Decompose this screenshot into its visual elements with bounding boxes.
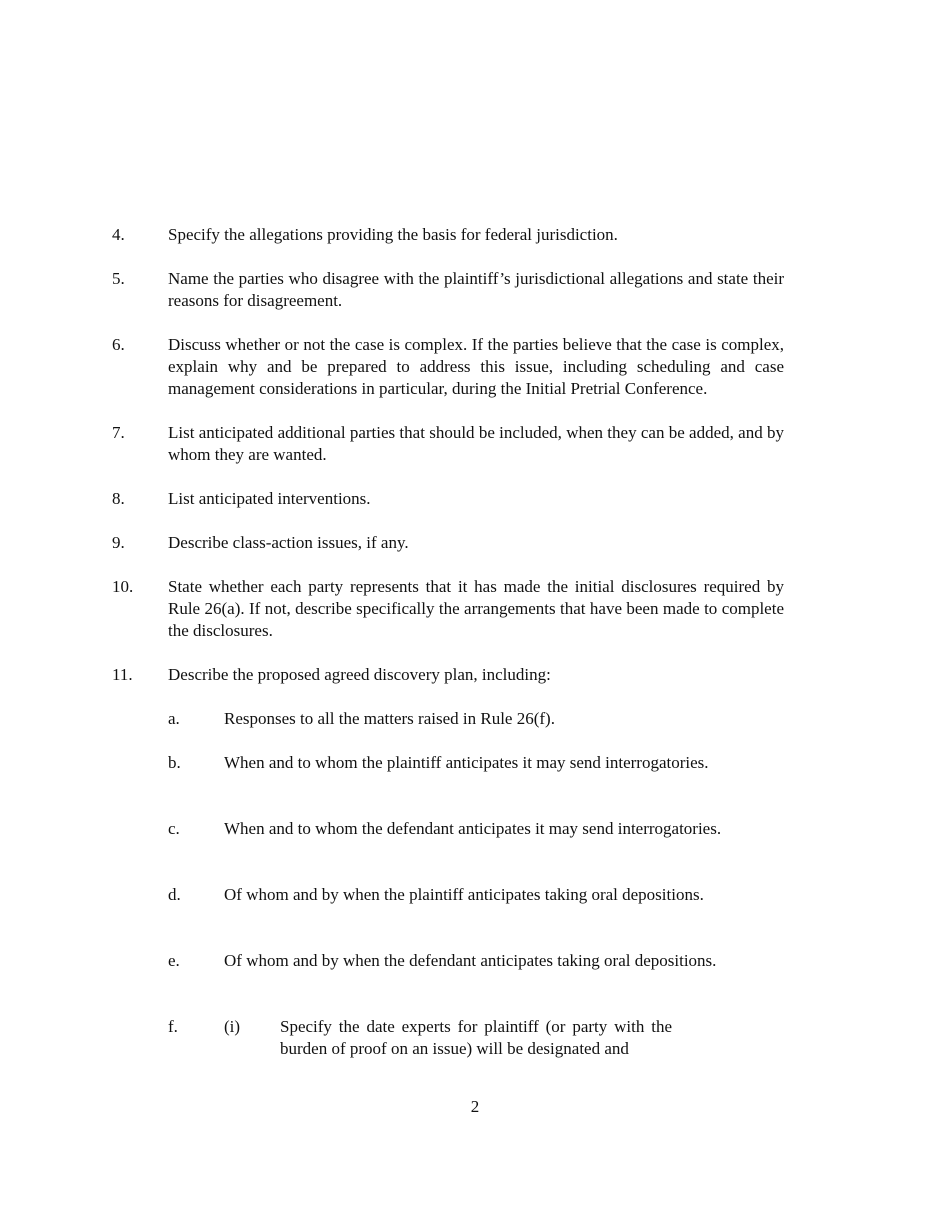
sub-item-text: Responses to all the matters raised in Rule 26(f).	[224, 709, 555, 728]
sub-item-text: Specify the date experts for plaintiff (or party with the burden of proof on an issue) will be designated and	[280, 1017, 672, 1058]
sub-item-text: When and to whom the defendant anticipates it may send interrogatories.	[224, 819, 722, 838]
item-number: 4.	[112, 225, 125, 244]
item-number: 10.	[112, 577, 134, 596]
sub-item-letter: f.	[168, 1017, 178, 1036]
item-text: Describe class-action issues, if any.	[168, 533, 409, 552]
item-number: 5.	[112, 269, 125, 288]
sub-item-letter: d.	[168, 885, 181, 904]
item-text: Describe the proposed agreed discovery plan, including:	[168, 665, 551, 684]
sub-item-letter: a.	[168, 709, 180, 728]
item-text: Name the parties who disagree with the plaintiff’s jurisdictional allegations and state their reasons for disagreement.	[168, 269, 784, 310]
item-text: Discuss whether or not the case is complex. If the parties believe that the case is complex, explain why and be prepared to address this issue, including scheduling and case management considerations in particular, during the Initial Pretrial Conference.	[168, 335, 784, 398]
item-text: List anticipated additional parties that should be included, when they can be added, and by whom they are wanted.	[168, 423, 784, 464]
sub-item-text: Of whom and by when the defendant anticipates taking oral depositions.	[224, 951, 717, 970]
item-number: 9.	[112, 533, 125, 552]
sub-item-text: When and to whom the plaintiff anticipates it may send interrogatories.	[224, 753, 709, 772]
item-text: List anticipated interventions.	[168, 489, 371, 508]
item-text: Specify the allegations providing the basis for federal jurisdiction.	[168, 225, 618, 244]
item-number: 11.	[112, 665, 133, 684]
sub-item-letter: e.	[168, 951, 180, 970]
item-text: State whether each party represents that it has made the initial disclosures required by Rule 26(a). If not, describe specifically the arrangements that have been made to complete the disclosures.	[168, 577, 784, 640]
sub-item-letter: c.	[168, 819, 180, 838]
sub-item-roman: (i)	[224, 1017, 241, 1036]
item-number: 8.	[112, 489, 125, 508]
sub-item-text: Of whom and by when the plaintiff anticipates taking oral depositions.	[224, 885, 704, 904]
page-number: 2	[470, 1097, 480, 1116]
sub-item-letter: b.	[168, 753, 181, 772]
item-number: 7.	[112, 423, 125, 442]
item-number: 6.	[112, 335, 125, 354]
